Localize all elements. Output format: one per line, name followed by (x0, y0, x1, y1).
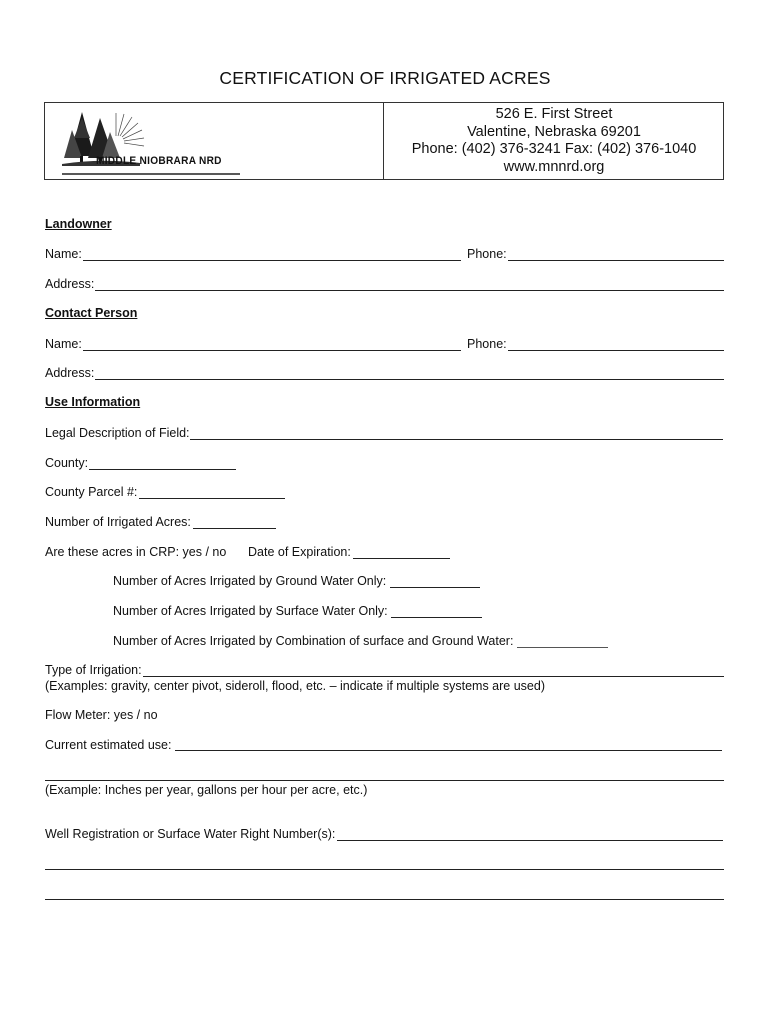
parcel-label: County Parcel #: (45, 485, 138, 499)
address-street: 526 E. First Street (495, 106, 613, 122)
flow-meter-label: Flow Meter: yes / no (45, 708, 158, 722)
irrigation-type-field[interactable] (143, 676, 724, 677)
contact-name-field[interactable] (83, 350, 461, 351)
crp-label: Are these acres in CRP: yes / no (45, 545, 227, 559)
irrigated-acres-label: Number of Irrigated Acres: (45, 515, 191, 529)
current-use-field-line-2[interactable] (45, 780, 724, 781)
logo-text: MIDDLE NIOBRARA NRD (96, 155, 222, 167)
combination-label: Number of Acres Irrigated by Combination of surface and Ground Water: (113, 634, 514, 648)
county-field[interactable] (89, 469, 236, 470)
contact-address-label: Address: (45, 366, 95, 380)
contact-name-label: Name: (45, 337, 82, 351)
well-registration-field-line-2[interactable] (45, 869, 724, 870)
landowner-phone-field[interactable] (508, 260, 724, 261)
surface-water-label: Number of Acres Irrigated by Surface Water Only: (113, 604, 388, 618)
landowner-heading: Landowner (45, 217, 112, 231)
landowner-phone-label: Phone: (467, 247, 507, 261)
current-use-label: Current estimated use: (45, 738, 172, 752)
contact-heading: Contact Person (45, 306, 138, 320)
contact-phone-label: Phone: (467, 337, 507, 351)
legal-description-label: Legal Description of Field: (45, 426, 190, 440)
contact-phone-field[interactable] (508, 350, 724, 351)
tree-logo-icon (60, 108, 250, 178)
parcel-field[interactable] (139, 498, 285, 499)
form-title: CERTIFICATION OF IRRIGATED ACRES (219, 68, 551, 88)
nrd-logo (60, 108, 250, 178)
address-city: Valentine, Nebraska 69201 (467, 123, 641, 140)
landowner-address-label: Address: (45, 277, 95, 291)
irrigation-type-examples: (Examples: gravity, center pivot, sideroll, flood, etc. – indicate if multiple systems are used) (45, 679, 545, 693)
well-registration-label: Well Registration or Surface Water Right Number(s): (45, 827, 336, 841)
office-address (384, 106, 724, 176)
ground-water-label: Number of Acres Irrigated by Ground Water Only: (113, 574, 387, 588)
well-registration-field-line-3[interactable] (45, 899, 724, 900)
ground-water-field[interactable] (390, 587, 480, 588)
legal-description-field[interactable] (190, 439, 723, 440)
county-label: County: (45, 456, 89, 470)
irrigation-type-label: Type of Irrigation: (45, 663, 142, 677)
surface-water-field[interactable] (391, 617, 482, 618)
address-phone-fax: Phone: (402) 376-3241 Fax: (402) 376-1040 (411, 141, 697, 157)
irrigated-acres-field[interactable] (193, 528, 276, 529)
contact-address-field[interactable] (95, 379, 724, 380)
combination-field[interactable] (517, 647, 608, 648)
landowner-name-label: Name: (45, 247, 82, 261)
expiration-field[interactable] (353, 558, 450, 559)
use-heading: Use Information (45, 395, 141, 409)
well-registration-field[interactable] (337, 840, 723, 841)
landowner-name-field[interactable] (83, 260, 461, 261)
address-website: www.mnnrd.org (503, 158, 605, 175)
expiration-label: Date of Expiration: (248, 545, 351, 559)
landowner-address-field[interactable] (95, 290, 724, 291)
current-use-field[interactable] (175, 750, 722, 751)
current-use-example: (Example: Inches per year, gallons per hour per acre, etc.) (45, 783, 368, 797)
